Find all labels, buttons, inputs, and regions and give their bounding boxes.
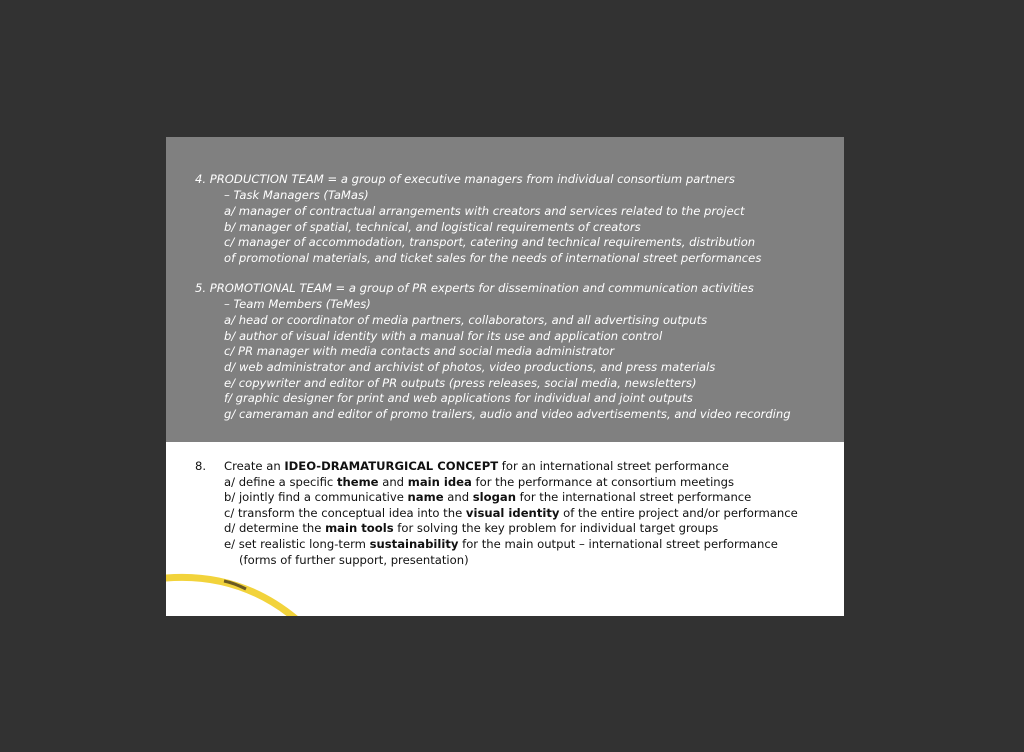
list-item: c/ manager of accommodation, transport, catering and technical requirements, distribution bbox=[224, 235, 756, 250]
concept-intro bbox=[195, 459, 798, 475]
promotional-team-section bbox=[195, 281, 791, 422]
concept-number: 8. bbox=[195, 459, 207, 473]
list-item: a/ manager of contractual arrangements with creators and services related to the project bbox=[224, 204, 745, 219]
production-team-subheading: – Task Managers (TaMas) bbox=[224, 187, 369, 202]
document-page bbox=[166, 137, 844, 616]
list-item: e/ copywriter and editor of PR outputs (press releases, social media, newsletters) bbox=[224, 375, 697, 390]
list-item-continuation: (forms of further support, presentation) bbox=[239, 552, 469, 567]
teams-panel bbox=[166, 137, 844, 442]
promotional-team-subheading: – Team Members (TeMes) bbox=[224, 296, 371, 311]
list-item: c/ PR manager with media contacts and social media administrator bbox=[224, 344, 615, 359]
list-item: b/ author of visual identity with a manual for its use and application control bbox=[224, 328, 663, 343]
production-team-section bbox=[195, 172, 761, 267]
list-item: of promotional materials, and ticket sales for the needs of international street performances bbox=[224, 250, 762, 265]
promotional-team-heading: 5. PROMOTIONAL TEAM = a group of PR experts for dissemination and communication activities bbox=[195, 281, 754, 295]
list-item: f/ graphic designer for print and web applications for individual and joint outputs bbox=[224, 391, 693, 406]
concept-section bbox=[195, 459, 798, 568]
list-item: d/ determine the main tools for solving the key problem for individual target groups bbox=[224, 521, 719, 536]
list-item: b/ manager of spatial, technical, and logistical requirements of creators bbox=[224, 219, 641, 234]
list-item: c/ transform the conceptual idea into the visual identity of the entire project and/or performance bbox=[224, 505, 798, 520]
text: for an international street performance bbox=[498, 459, 729, 473]
list-item: d/ web administrator and archivist of photos, video productions, and press materials bbox=[224, 359, 716, 374]
production-team-heading: 4. PRODUCTION TEAM = a group of executive managers from individual consortium partners bbox=[195, 172, 735, 186]
list-item: a/ head or coordinator of media partners, collaborators, and all advertising outputs bbox=[224, 313, 708, 328]
list-item: b/ jointly find a communicative name and slogan for the international street performance bbox=[224, 490, 752, 505]
bold-text: IDEO-DRAMATURGICAL CONCEPT bbox=[284, 459, 499, 473]
list-item: e/ set realistic long-term sustainability for the main output – international street performance bbox=[224, 536, 778, 551]
decorative-arc-icon bbox=[166, 567, 306, 616]
text: Create an bbox=[224, 459, 285, 473]
list-item: g/ cameraman and editor of promo trailers, audio and video advertisements, and video recording bbox=[224, 406, 791, 421]
list-item: a/ define a specific theme and main idea for the performance at consortium meetings bbox=[224, 474, 735, 489]
